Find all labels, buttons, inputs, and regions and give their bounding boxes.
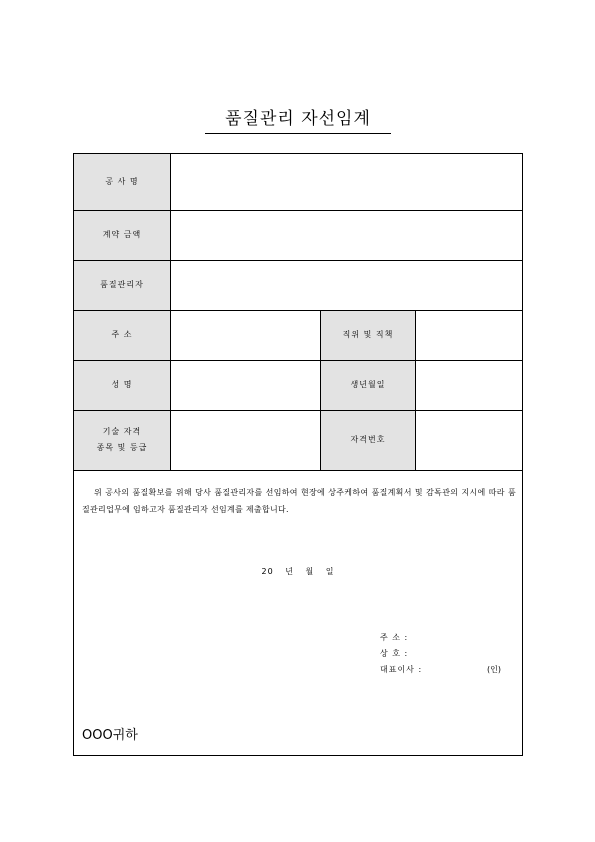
row-divider <box>74 210 522 211</box>
contract-amount-label: 계약 금액 <box>74 210 170 260</box>
name-label: 성 명 <box>74 360 170 410</box>
appointment-form <box>73 153 523 756</box>
signer-representative-line: 대표이사 : <box>380 665 423 674</box>
position-field[interactable] <box>416 310 523 360</box>
position-label: 직위 및 직책 <box>321 310 415 360</box>
seal-mark: (인) <box>487 665 501 674</box>
project-name-field[interactable] <box>171 154 523 210</box>
birth-date-field[interactable] <box>416 360 523 410</box>
row-divider <box>74 260 522 261</box>
row-divider <box>74 310 522 311</box>
row-divider <box>74 470 522 471</box>
quality-manager-field[interactable] <box>171 260 523 310</box>
signer-company-line: 상 호 : <box>380 649 409 658</box>
address-field[interactable] <box>171 310 320 360</box>
project-name-label: 공 사 명 <box>74 154 170 210</box>
name-field[interactable] <box>171 360 320 410</box>
declaration-text: 위 공사의 품질확보를 위해 당사 품질관리자를 선임하여 현장에 상주케하여 품질계획서 및 감독관의 지시에 따라 품질관리업무에 임하고자 품질관리자 선임계를 제출합니다. <box>82 488 516 514</box>
addressee: OOO귀하 <box>82 728 138 743</box>
column-divider <box>415 310 416 470</box>
license-number-field[interactable] <box>416 410 523 470</box>
quality-manager-label: 품질관리자 <box>74 260 170 310</box>
qualification-label-line1: 기술 자격 <box>102 427 142 436</box>
document-title: 품질관리 자선임계 <box>205 104 391 134</box>
signer-address-line: 주 소 : <box>380 633 409 642</box>
column-divider <box>170 154 171 470</box>
row-divider <box>74 360 522 361</box>
qualification-label-line2: 종목 및 등급 <box>96 443 148 452</box>
column-divider <box>320 310 321 470</box>
contract-amount-field[interactable] <box>171 210 523 260</box>
date-line: 20 년 월 일 <box>261 567 335 576</box>
birth-date-label: 생년월일 <box>321 360 415 410</box>
license-number-label: 자격번호 <box>321 410 415 470</box>
address-label: 주 소 <box>74 310 170 360</box>
qualification-label <box>74 410 170 470</box>
row-divider <box>74 410 522 411</box>
qualification-field[interactable] <box>171 410 320 470</box>
